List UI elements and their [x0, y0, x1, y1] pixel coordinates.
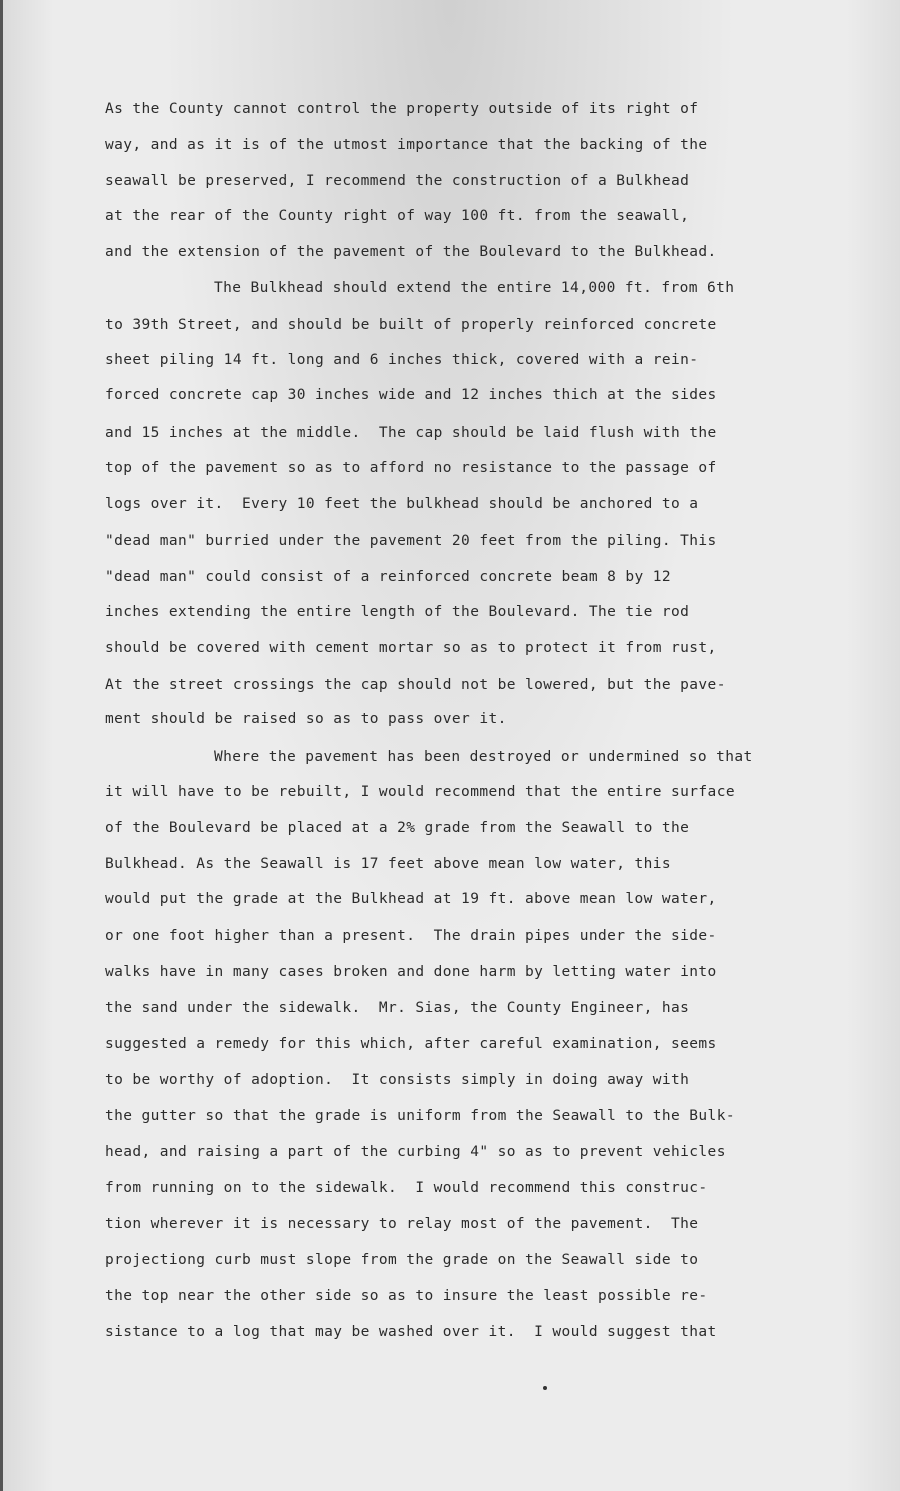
text-line: the gutter so that the grade is uniform from the Seawall to the Bulk- — [105, 1108, 735, 1124]
text-line: sistance to a log that may be washed over it. I would suggest that — [105, 1324, 717, 1340]
text-line: logs over it. Every 10 feet the bulkhead should be anchored to a — [105, 496, 699, 512]
text-line: The Bulkhead should extend the entire 14,000 ft. from 6th — [214, 280, 735, 296]
text-line: seawall be preserved, I recommend the construction of a Bulkhead — [105, 173, 690, 189]
text-line: walks have in many cases broken and done harm by letting water into — [105, 964, 717, 980]
text-line: or one foot higher than a present. The drain pipes under the side- — [105, 928, 717, 944]
text-line: the sand under the sidewalk. Mr. Sias, the County Engineer, has — [105, 1000, 690, 1016]
text-line: "dead man" burried under the pavement 20 feet from the piling. This — [105, 533, 717, 549]
text-line: at the rear of the County right of way 100 ft. from the seawall, — [105, 208, 690, 224]
text-line: inches extending the entire length of the Boulevard. The tie rod — [105, 604, 690, 620]
text-line: As the County cannot control the property outside of its right of — [105, 101, 699, 117]
text-line: At the street crossings the cap should not be lowered, but the pave- — [105, 677, 726, 693]
text-line: tion wherever it is necessary to relay most of the pavement. The — [105, 1216, 699, 1232]
text-line: Bulkhead. As the Seawall is 17 feet above mean low water, this — [105, 856, 672, 872]
text-line: and 15 inches at the middle. The cap should be laid flush with the — [105, 425, 717, 441]
text-line: ment should be raised so as to pass over it. — [105, 711, 507, 727]
text-line: and the extension of the pavement of the Boulevard to the Bulkhead. — [105, 244, 717, 260]
text-line: head, and raising a part of the curbing 4" so as to prevent vehicles — [105, 1144, 726, 1160]
text-line: sheet piling 14 ft. long and 6 inches thick, covered with a rein- — [105, 352, 699, 368]
text-line: the top near the other side so as to insure the least possible re- — [105, 1288, 708, 1304]
text-line: top of the pavement so as to afford no resistance to the passage of — [105, 460, 717, 476]
text-line: of the Boulevard be placed at a 2% grade from the Seawall to the — [105, 820, 690, 836]
text-line: suggested a remedy for this which, after careful examination, seems — [105, 1036, 717, 1052]
text-line: Where the pavement has been destroyed or undermined so that — [214, 749, 753, 765]
text-line: would put the grade at the Bulkhead at 19 ft. above mean low water, — [105, 891, 717, 907]
text-line: projectiong curb must slope from the grade on the Seawall side to — [105, 1252, 699, 1268]
text-line: to be worthy of adoption. It consists simply in doing away with — [105, 1072, 690, 1088]
ink-speck — [543, 1386, 547, 1390]
text-line: from running on to the sidewalk. I would recommend this construc- — [105, 1180, 708, 1196]
text-line: forced concrete cap 30 inches wide and 12 inches thich at the sides — [105, 387, 717, 403]
text-line: way, and as it is of the utmost importance that the backing of the — [105, 137, 708, 153]
text-line: should be covered with cement mortar so as to protect it from rust, — [105, 640, 717, 656]
text-line: "dead man" could consist of a reinforced concrete beam 8 by 12 — [105, 569, 672, 585]
text-line: it will have to be rebuilt, I would recommend that the entire surface — [105, 784, 735, 800]
text-line: to 39th Street, and should be built of properly reinforced concrete — [105, 317, 717, 333]
